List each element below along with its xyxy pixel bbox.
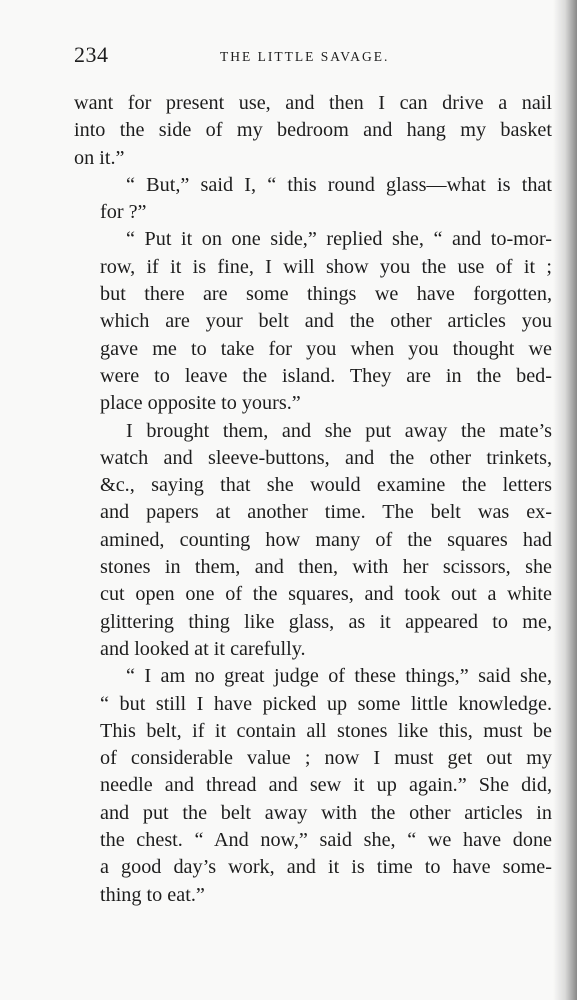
page-header: [74, 42, 552, 76]
text-line: row, if it is fine, I will show you the use of it ;: [100, 255, 552, 278]
paragraph-3: [74, 226, 552, 417]
text-line: which are your belt and the other articles you: [100, 310, 552, 333]
text-line: &c., saying that she would examine the letters: [100, 474, 552, 497]
text-line: thing to eat.”: [100, 883, 205, 906]
page-number: 234: [74, 42, 109, 67]
text-line: glittering thing like glass, as it appeared to me,: [100, 610, 552, 633]
text-line: gave me to take for you when you thought we: [100, 337, 552, 360]
text-line: and put the belt away with the other articles in: [100, 801, 552, 824]
paragraph-1: [74, 90, 552, 172]
text-line: and papers at another time. The belt was ex-: [100, 501, 552, 524]
text-line: the chest. “ And now,” said she, “ we have done: [100, 829, 552, 852]
text-line: amined, counting how many of the squares had: [100, 528, 552, 551]
binding-shadow: [553, 0, 577, 1000]
text-line: and looked at it carefully.: [100, 637, 306, 660]
text-line: “ But,” said I, “ this round glass—what is that: [126, 173, 552, 196]
running-title: THE LITTLE SAVAGE.: [220, 49, 390, 64]
text-line: but there are some things we have forgotten,: [100, 283, 552, 306]
text-line: “ I am no great judge of these things,” said she,: [126, 665, 552, 688]
text-line: of considerable value ; now I must get out my: [100, 747, 552, 770]
paragraph-2: [74, 172, 552, 227]
text-line: I brought them, and she put away the mate’s: [126, 419, 552, 442]
text-line: “ but still I have picked up some little knowledge.: [100, 692, 552, 715]
body-text: [74, 90, 552, 909]
paragraph-5: [74, 663, 552, 909]
text-line: stones in them, and then, with her scissors, she: [100, 556, 552, 579]
text-line: cut open one of the squares, and took out a white: [100, 583, 552, 606]
text-line: needle and thread and sew it up again.” She did,: [100, 774, 552, 797]
text-line: want for present use, and then I can drive a nail: [74, 92, 552, 114]
text-line: watch and sleeve-buttons, and the other trinkets,: [100, 446, 552, 469]
text-line: a good day’s work, and it is time to have some-: [100, 856, 552, 879]
text-line: were to leave the island. They are in the bed-: [100, 364, 552, 387]
text-line: “ Put it on one side,” replied she, “ and to-mor-: [126, 228, 552, 251]
text-line: into the side of my bedroom and hang my basket: [74, 119, 552, 142]
text-line: for ?”: [100, 201, 147, 224]
paragraph-4: [74, 418, 552, 664]
text-line: place opposite to yours.”: [100, 392, 301, 415]
text-line: on it.”: [74, 146, 125, 169]
text-line: This belt, if it contain all stones like this, must be: [100, 719, 552, 742]
